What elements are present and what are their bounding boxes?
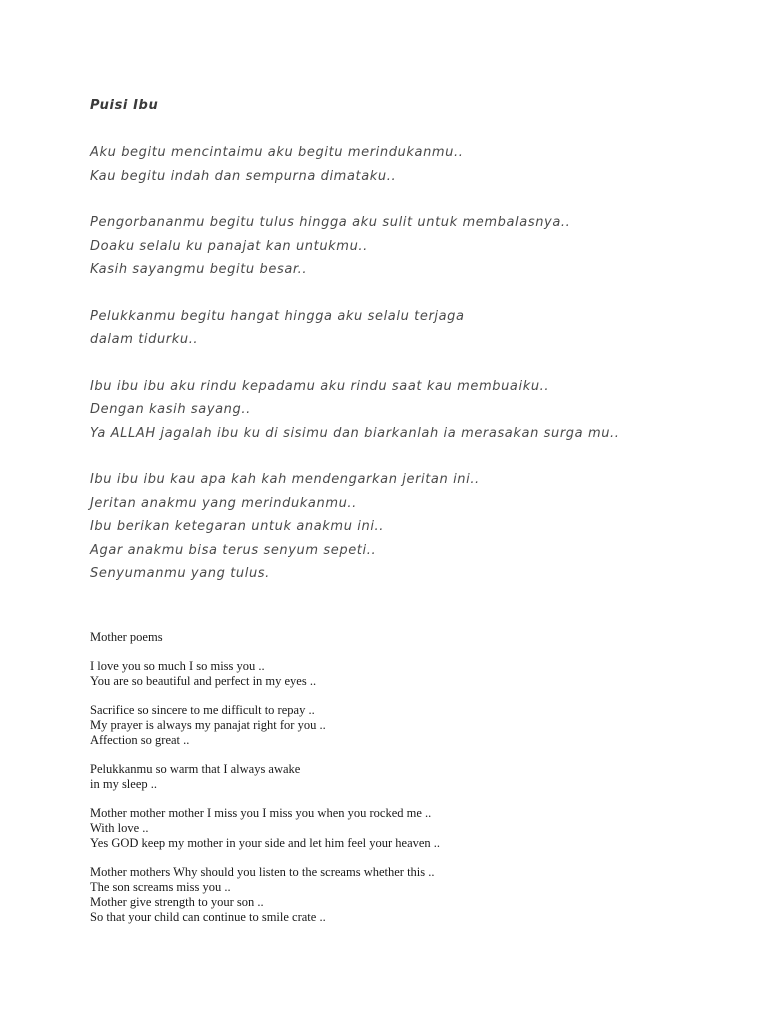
poem-line: Agar anakmu bisa terus senyum sepeti.. xyxy=(90,542,377,558)
poem-line: Dengan kasih sayang.. xyxy=(90,402,251,417)
stanza xyxy=(90,659,730,689)
poem-line: Pengorbananmu begitu tulus hingga aku sulit untuk membalasnya.. xyxy=(90,215,571,230)
stanza xyxy=(90,806,730,851)
poem-line: So that your child can continue to smile crate .. xyxy=(90,910,326,924)
stanza xyxy=(90,468,730,586)
poem-line: Pelukkanmu begitu hangat hingga aku selalu terjaga xyxy=(90,308,465,324)
poem-line: The son screams miss you .. xyxy=(90,880,231,894)
poem-line: Affection so great .. xyxy=(90,733,190,747)
stanza xyxy=(90,211,730,282)
poem-title: Mother poems xyxy=(90,630,163,644)
poem-line: Ya ALLAH jagalah ibu ku di sisimu dan biarkanlah ia merasakan surga mu.. xyxy=(90,425,620,441)
poem-line: Pelukkanmu so warm that I always awake xyxy=(90,762,301,776)
stanza xyxy=(90,703,730,748)
poem-line: Jeritan anakmu yang merindukanmu.. xyxy=(90,495,357,511)
poem-title: Puisi Ibu xyxy=(90,98,159,113)
poem-line: You are so beautiful and perfect in my eyes .. xyxy=(90,674,317,688)
poem-line: Ibu berikan ketegaran untuk anakmu ini.. xyxy=(90,519,384,534)
poem-line: Kau begitu indah dan sempurna dimataku.. xyxy=(90,168,397,184)
poem-line: Aku begitu mencintaimu aku begitu merindukanmu.. xyxy=(90,145,464,160)
poem-line: Yes GOD keep my mother in your side and let him feel your heaven .. xyxy=(90,836,441,850)
stanza xyxy=(90,141,730,188)
indonesian-poem xyxy=(90,95,730,609)
poem-line: Ibu ibu ibu kau apa kah kah mendengarkan jeritan ini.. xyxy=(90,472,480,487)
poem-line: Mother mother mother I miss you I miss you when you rocked me .. xyxy=(90,806,432,820)
poem-line: dalam tidurku.. xyxy=(90,332,199,347)
poem-line: Sacrifice so sincere to me difficult to repay .. xyxy=(90,703,315,717)
poem-line: Ibu ibu ibu aku rindu kepadamu aku rindu saat kau membuaiku.. xyxy=(90,378,550,394)
poem-line: in my sleep .. xyxy=(90,777,158,791)
english-poem xyxy=(90,629,730,939)
poem-line: Mother give strength to your son .. xyxy=(90,895,264,909)
poem-line: With love .. xyxy=(90,821,149,835)
stanza xyxy=(90,865,730,925)
poem-line: Kasih sayangmu begitu besar.. xyxy=(90,262,308,277)
stanza xyxy=(90,375,730,446)
poem-line: Doaku selalu ku panajat kan untukmu.. xyxy=(90,238,368,254)
poem-line: I love you so much I so miss you .. xyxy=(90,659,265,673)
stanza xyxy=(90,762,730,792)
stanza xyxy=(90,305,730,352)
poem-line: Senyumanmu yang tulus. xyxy=(90,566,270,581)
poem-line: My prayer is always my panajat right for you .. xyxy=(90,718,326,732)
poem-line: Mother mothers Why should you listen to the screams whether this .. xyxy=(90,865,435,879)
